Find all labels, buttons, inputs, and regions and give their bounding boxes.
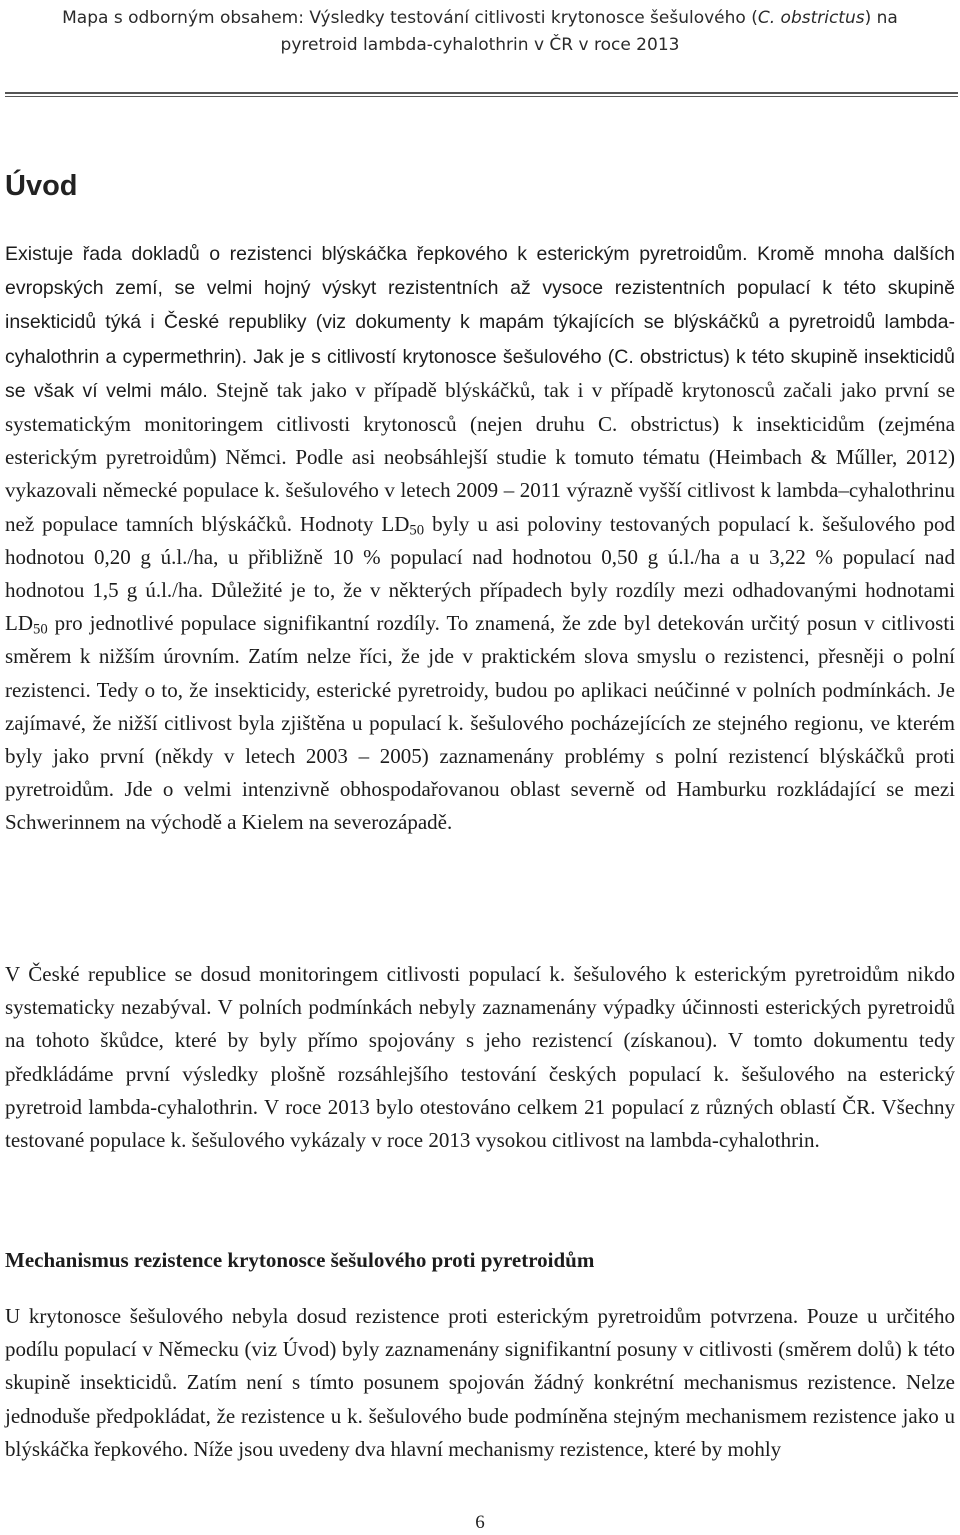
intro-paragraph-2: V České republice se dosud monitoringem citlivosti populací k. šešulového k esterickým pyretroidům nikdo systematicky nezabýval. V polních podmínkách nebyly zaznamenány výpadky účinnosti esterických pyretroidů na tohoto škůdce, které by byly přímo spojovány s jeho rezistencí (získanou). V tomto dokumentu tedy předkládáme první výsledky plošně rozsáhlejšího testování českých populací k. šešulového na esterický pyretroid lambda-cyhalothrin. V roce 2013 bylo otestováno celkem 21 populací z různých oblastí ČR. Všechny testované populace k. šešulového vykázaly v roce 2013 vysokou citlivost na lambda-cyhalothrin. (5, 962, 955, 1153)
header-species-italic: C. obstrictus (757, 8, 865, 28)
page-number: 6 (475, 1512, 485, 1533)
section-title-mechanism: Mechanismus rezistence krytonosce šešulového proti pyretroidům (5, 1248, 595, 1272)
section-title-intro: Úvod (5, 170, 78, 202)
intro-paragraph-1 (5, 237, 955, 840)
intro-paragraph-1-sans-part: Existuje řada dokladů o rezistenci blýskáčka řepkového k esterickým pyretroidům. Kromě mnoha dalších evropských zemí, se velmi hojný výskyt rezistentních až vysoce rezistentních populací k této skupině insekticidů týká i České republiky (viz dokumenty k mapám týkajících se blýskáčků a pyretroidů lambda-cyhalothrin a cypermethrin). Jak je s citlivostí krytonosce šešulového (C. obstrictus) k této skupině insekticidů se však ví velmi málo. (5, 243, 955, 402)
intro-paragraph-1-part-a: Stejně tak jako v případě blýskáčků, tak i v případě krytonosců začali jako první se systematickým monitoringem citlivosti krytonosců (nejen druhu C. obstrictus) k insekticidům (zejména esterickým pyretroidům) Němci. Podle asi neobsáhlejší studie k tomuto tématu (Heimbach & Műller, 2012) vykazovali německé populace k. šešulového v letech 2009 – 2011 výrazně vyšší citlivost k lambda–cyhalothrinu než populace tamních blýskáčků. Hodnoty LD (5, 377, 955, 536)
page-header (0, 0, 960, 97)
header-line-1-suffix: ) na (864, 8, 898, 28)
ld50-subscript-2: 50 (33, 621, 48, 638)
mechanism-paragraph-1: U krytonosce šešulového nebyla dosud rezistence proti esterickým pyretroidům potvrzena. Pouze u určitého podílu populací v Německu (viz Úvod) byly zaznamenány signifikantní posuny v citlivosti (směrem dolů) k této skupině insekticidů. Zatím není s tímto posunem spojován žádný konkrétní mechanismus rezistence. Nelze jednoduše předpokládat, že rezistence u k. šešulového bude podmíněna stejným mechanismem rezistence jako u blýskáčka řepkového. Níže jsou uvedeny dva hlavní mechanismy rezistence, které by mohly (5, 1304, 955, 1461)
header-divider (5, 92, 958, 97)
header-line-2: pyretroid lambda-cyhalothrin v ČR v roce 2013 (280, 35, 680, 55)
intro-paragraph-1-part-b: byly u asi poloviny testovaných populací k. šešulového pod hodnotou 0,20 g ú.l./ha, u přibližně 10 % populací nad hodnotou 0,50 g ú.l./ha a u 3,22 % populací nad hodnotou 1,5 g ú.l./ha. Důležité je to, že v některých případech byly rozdíly mezi odhadovanými hodnotami LD (5, 511, 955, 636)
header-line-1-prefix: Mapa s odborným obsahem: Výsledky testování citlivosti krytonosce šešulového ( (62, 8, 758, 28)
intro-paragraph-1-part-c: pro jednotlivé populace signifikantní rozdíly. To znamená, že zde byl detekován určitý posun v citlivosti směrem k nižším úrovním. Zatím nelze říci, že jde v praktickém slova smyslu o rezistenci, přesněji o polní rezistenci. Tedy o to, že insekticidy, esterické pyretroidy, budou po aplikaci neúčinné v polních podmínkách. Je zajímavé, že nižší citlivost byla zjištěna u populací k. šešulového pocházejících ze stejného regionu, ve kterém byly jako první (někdy v letech 2003 – 2005) zaznamenány problémy s polní rezistencí blýskáčků proti pyretroidům. Jde o velmi intenzivně obhospodařovanou oblast severně od Hamburku rozkládající se mezi Schwerinnem na východě a Kielem na severozápadě. (5, 611, 955, 835)
ld50-subscript-1: 50 (409, 522, 425, 539)
header-line-1 (0, 5, 960, 32)
